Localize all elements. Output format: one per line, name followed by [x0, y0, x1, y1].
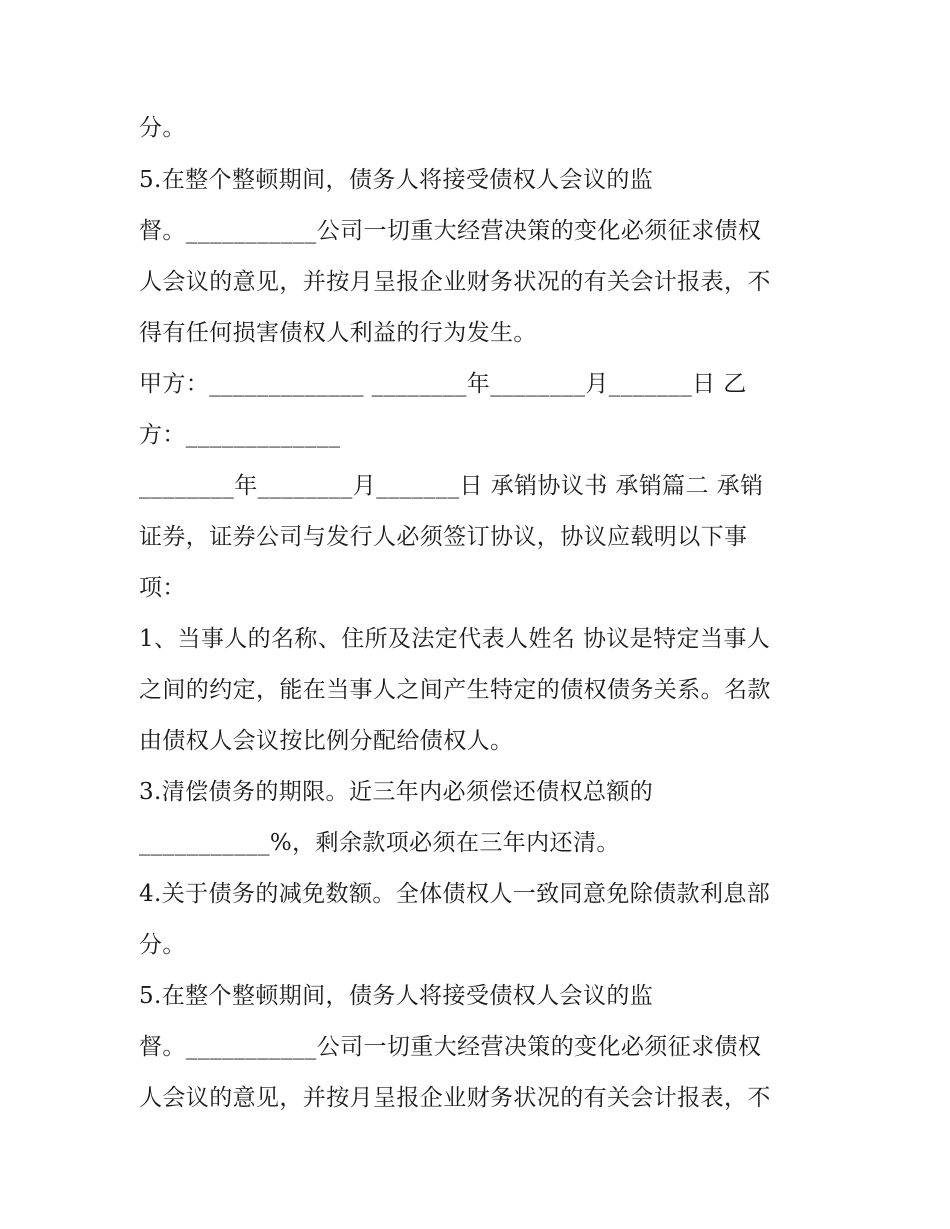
text-line: 得有任何损害债权人利益的行为发生。 [139, 320, 537, 346]
text-line: 分。 [139, 932, 186, 958]
text-line: 督。___________公司一切重大经营决策的变化必须征求债权 [139, 218, 762, 244]
text-line: 5.在整个整顿期间，债务人将接受债权人会议的监 [139, 167, 654, 193]
text-line: 分。 [139, 115, 186, 141]
text-line: ________年________月_______日 承销协议书 承销篇二 承销 [139, 473, 764, 499]
text-line: 3.清偿债务的期限。近三年内必须偿还债权总额的 [139, 779, 654, 805]
text-line: 5.在整个整顿期间，债务人将接受债权人会议的监 [139, 983, 654, 1009]
text-line: ___________%，剩余款项必须在三年内还清。 [139, 830, 620, 856]
text-line: 由债权人会议按比例分配给债权人。 [139, 728, 514, 754]
text-line: 人会议的意见，并按月呈报企业财务状况的有关会计报表，不 [139, 269, 771, 295]
signature-line-party-b: 方：_____________ [139, 422, 341, 448]
signature-line-party-a: 甲方：_____________ ________年________月_______日 乙 [139, 371, 747, 397]
text-line: 4.关于债务的减免数额。全体债权人一致同意免除债款利息部 [139, 881, 771, 907]
text-line: 1、当事人的名称、住所及法定代表人姓名 协议是特定当事人 [139, 626, 771, 652]
text-line: 证券，证券公司与发行人必须签订协议，协议应载明以下事 [139, 524, 748, 550]
text-line: 之间的约定，能在当事人之间产生特定的债权债务关系。名款 [139, 677, 771, 703]
text-line: 督。___________公司一切重大经营决策的变化必须征求债权 [139, 1034, 762, 1060]
text-line: 人会议的意见，并按月呈报企业财务状况的有关会计报表，不 [139, 1085, 771, 1111]
text-line: 项： [139, 575, 186, 601]
